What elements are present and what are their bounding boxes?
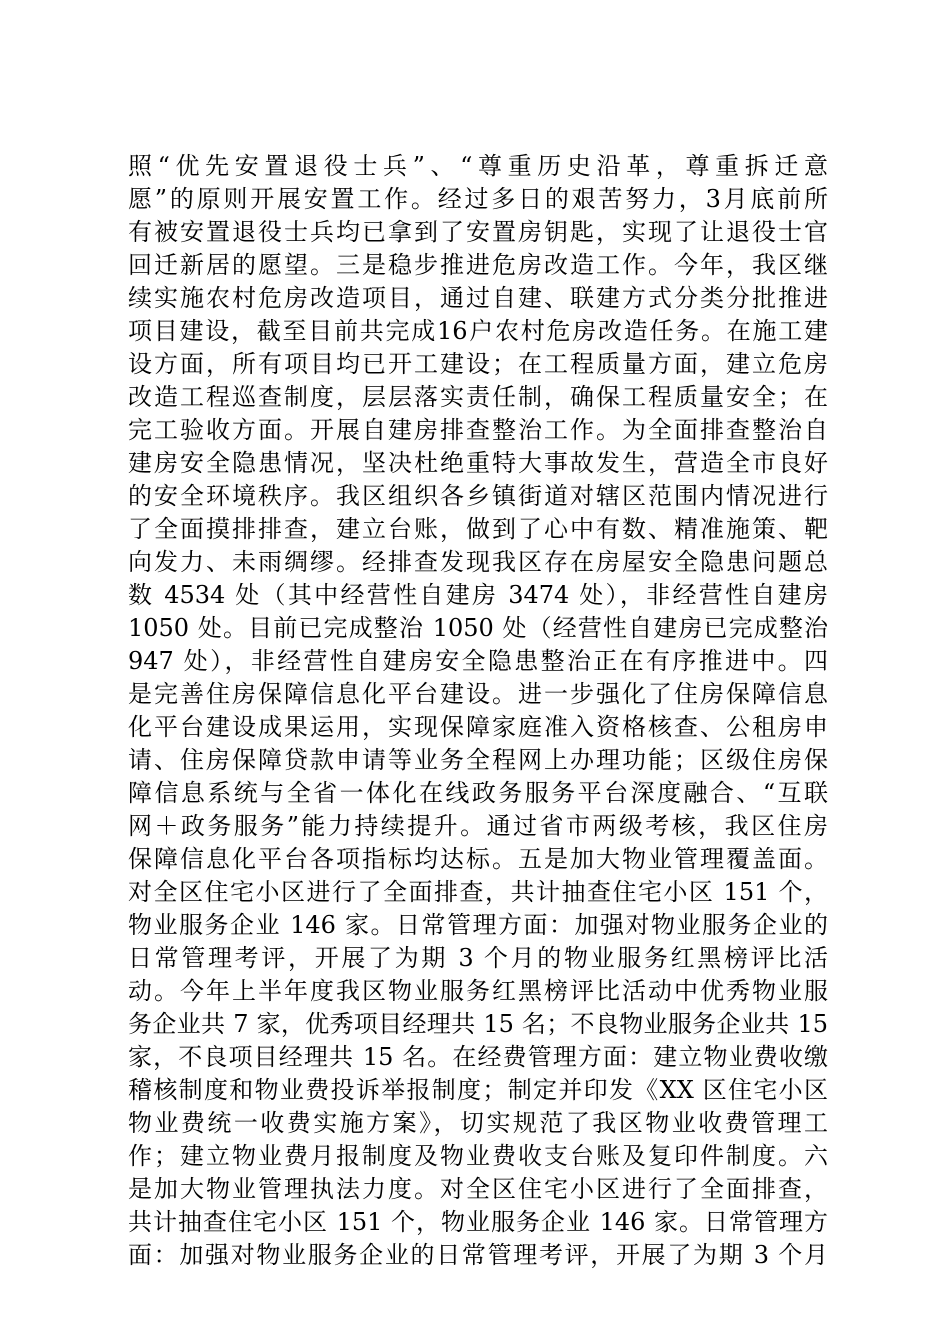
text-line: 改造工程巡查制度，层层落实责任制，确保工程质量安全；在 xyxy=(128,383,828,411)
text-line: 物业服务企业 146 家。日常管理方面：加强对物业服务企业的 xyxy=(128,911,828,939)
text-line: 网＋政务服务”能力持续提升。通过省市两级考核，我区住房 xyxy=(128,812,828,840)
text-line: 务企业共 7 家，优秀项目经理共 15 名；不良物业服务企业共 15 xyxy=(128,1010,828,1038)
text-line: 家，不良项目经理共 15 名。在经费管理方面：建立物业费收缴 xyxy=(128,1043,828,1071)
text-line: 947 处），非经营性自建房安全隐患整治正在有序推进中。四 xyxy=(128,647,828,675)
text-line: 面：加强对物业服务企业的日常管理考评，开展了为期 3 个月 xyxy=(128,1241,828,1269)
text-line: 化平台建设成果运用，实现保障家庭准入资格核查、公租房申 xyxy=(128,713,828,741)
text-line: 保障信息化平台各项指标均达标。五是加大物业管理覆盖面。 xyxy=(128,845,828,873)
body-text xyxy=(128,150,828,1272)
text-line: 1050 处。目前已完成整治 1050 处（经营性自建房已完成整治 xyxy=(128,614,828,642)
text-line: 是加大物业管理执法力度。对全区住宅小区进行了全面排查， xyxy=(128,1175,828,1203)
text-line: 请、住房保障贷款申请等业务全程网上办理功能；区级住房保 xyxy=(128,746,828,774)
text-line: 向发力、未雨绸缪。经排查发现我区存在房屋安全隐患问题总 xyxy=(128,548,828,576)
text-line: 完工验收方面。开展自建房排查整治工作。为全面排查整治自 xyxy=(128,416,828,444)
text-line: 动。今年上半年度我区物业服务红黑榜评比活动中优秀物业服 xyxy=(128,977,828,1005)
text-line: 了全面摸排排查，建立台账，做到了心中有数、精准施策、靶 xyxy=(128,515,828,543)
text-line: 的安全环境秩序。我区组织各乡镇街道对辖区范围内情况进行 xyxy=(128,482,828,510)
text-line: 稽核制度和物业费投诉举报制度；制定并印发《XX 区住宅小区 xyxy=(128,1076,828,1104)
text-line: 作；建立物业费月报制度及物业费收支台账及复印件制度。六 xyxy=(128,1142,828,1170)
text-line: 是完善住房保障信息化平台建设。进一步强化了住房保障信息 xyxy=(128,680,828,708)
text-line: 续实施农村危房改造项目，通过自建、联建方式分类分批推进 xyxy=(128,284,828,312)
text-line: 设方面，所有项目均已开工建设；在工程质量方面，建立危房 xyxy=(128,350,828,378)
text-line: 日常管理考评，开展了为期 3 个月的物业服务红黑榜评比活 xyxy=(128,944,828,972)
text-line: 物业费统一收费实施方案》，切实规范了我区物业收费管理工 xyxy=(128,1109,828,1137)
text-line: 建房安全隐患情况，坚决杜绝重特大事故发生，营造全市良好 xyxy=(128,449,828,477)
text-line: 数 4534 处（其中经营性自建房 3474 处），非经营性自建房 xyxy=(128,581,828,609)
text-line: 障信息系统与全省一体化在线政务服务平台深度融合、“互联 xyxy=(128,779,828,807)
text-line: 照“优先安置退役士兵”、“尊重历史沿革，尊重拆迁意 xyxy=(128,152,828,180)
text-line: 共计抽查住宅小区 151 个，物业服务企业 146 家。日常管理方 xyxy=(128,1208,828,1236)
text-line: 有被安置退役士兵均已拿到了安置房钥匙，实现了让退役士官 xyxy=(128,218,828,246)
text-line: 回迁新居的愿望。三是稳步推进危房改造工作。今年，我区继 xyxy=(128,251,828,279)
text-line: 愿”的原则开展安置工作。经过多日的艰苦努力，3月底前所 xyxy=(128,185,828,213)
text-line: 对全区住宅小区进行了全面排查，共计抽查住宅小区 151 个， xyxy=(128,878,828,906)
text-line: 项目建设，截至目前共完成16户农村危房改造任务。在施工建 xyxy=(128,317,828,345)
